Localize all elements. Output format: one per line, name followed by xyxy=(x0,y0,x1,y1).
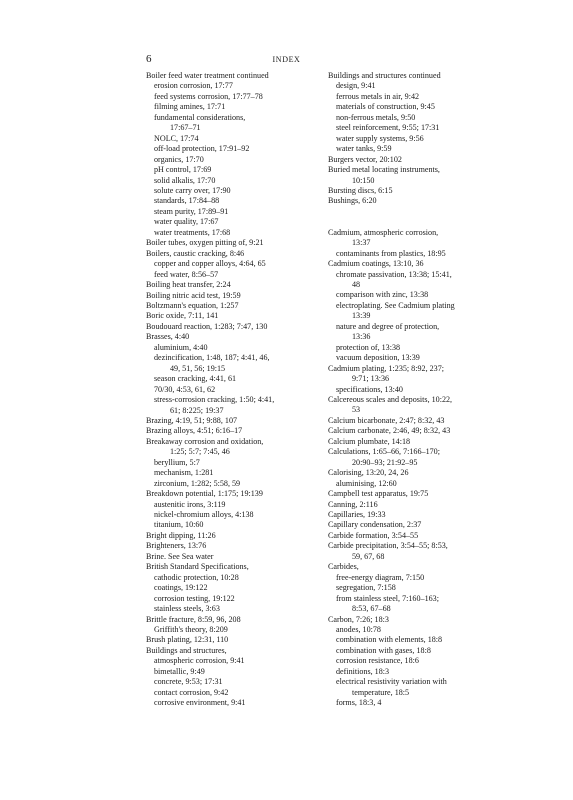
index-heading: Calorising, 13:20, 24, 26 xyxy=(328,468,409,478)
index-heading: Calcium bicarbonate, 2:47; 8:32, 43 xyxy=(328,415,445,425)
index-subentry: materials of construction, 9:45 xyxy=(336,102,435,112)
index-subentry: 10:150 xyxy=(352,175,375,185)
running-head: INDEX xyxy=(272,55,301,64)
index-subentry: steam purity, 17:89–91 xyxy=(154,206,229,216)
index-heading: Boric oxide, 7:11, 141 xyxy=(146,311,219,321)
index-subentry: definitions, 18:3 xyxy=(336,666,390,676)
index-subentry: vacuum deposition, 13:39 xyxy=(336,353,420,363)
index-subentry: 8:53, 67–68 xyxy=(352,604,391,614)
index-heading: Bushings, 6:20 xyxy=(328,196,377,206)
index-subentry: standards, 17:84–88 xyxy=(154,196,220,206)
index-heading: Canning, 2:116 xyxy=(328,499,378,509)
page-number: 6 xyxy=(146,53,152,65)
index-subentry: cathodic protection, 10:28 xyxy=(154,572,239,582)
index-subentry: water quality, 17:67 xyxy=(154,217,219,227)
index-heading: Carbon, 7:26; 18:3 xyxy=(328,614,389,624)
index-subentry: water tanks, 9:59 xyxy=(336,144,392,154)
index-heading: Buried metal locating instruments, xyxy=(328,165,440,175)
index-heading: Boilers, caustic cracking, 8:46 xyxy=(146,248,245,258)
index-subentry: temperature, 18:5 xyxy=(352,687,410,697)
index-subentry: protection of, 13:38 xyxy=(336,342,401,352)
index-heading: Cadmium, atmospheric corrosion, xyxy=(328,227,439,237)
index-subentry: mechanism, 1:281 xyxy=(154,468,214,478)
index-heading: Bright dipping, 11:26 xyxy=(146,530,216,540)
index-heading: Calcium carbonate, 2:46, 49; 8:32, 43 xyxy=(328,426,451,436)
index-subentry: anodes, 10:78 xyxy=(336,624,381,634)
index-heading: Calcereous scales and deposits, 10:22, xyxy=(328,395,453,405)
index-subentry: free-energy diagram, 7:150 xyxy=(336,572,425,582)
index-subentry: combination with gases, 18:8 xyxy=(336,645,431,655)
index-heading: Bursting discs, 6:15 xyxy=(328,185,393,195)
index-subentry: feed water, 8:56–57 xyxy=(154,269,219,279)
index-subentry: dezincification, 1:48, 187; 4:41, 46, xyxy=(154,353,270,363)
letter-gap xyxy=(328,217,503,227)
index-subentry: contaminants from plastics, 18:95 xyxy=(336,248,446,258)
index-heading: Calculations, 1:65–66, 7:166–170; xyxy=(328,447,440,457)
index-subentry: filming amines, 17:71 xyxy=(154,102,226,112)
index-heading: Calcium plumbate, 14:18 xyxy=(328,436,411,446)
index-heading: Brush plating, 12:31, 110 xyxy=(146,635,229,645)
index-heading: Brazing alloys, 4:51; 6:16–17 xyxy=(146,426,243,436)
index-heading: Boudouard reaction, 1:283; 7:47, 130 xyxy=(146,321,268,331)
index-subentry: design, 9:41 xyxy=(336,81,376,91)
index-subentry: aluminium, 4:40 xyxy=(154,342,208,352)
index-heading: Cadmium coatings, 13:10, 36 xyxy=(328,259,424,269)
index-subentry: 17:67–71 xyxy=(170,123,201,133)
index-column-right xyxy=(328,71,503,709)
index-heading: Burgers vector, 20:102 xyxy=(328,154,402,164)
index-subentry: pH control, 17:69 xyxy=(154,165,212,175)
index-subentry: combination with elements, 18:8 xyxy=(336,635,443,645)
letter-gap xyxy=(328,207,503,217)
index-subentry: 48 xyxy=(352,280,361,290)
index-subentry: titanium, 10:60 xyxy=(154,520,204,530)
index-heading: Campbell test apparatus, 19:75 xyxy=(328,489,429,499)
index-heading: Boltzmann's equation, 1:257 xyxy=(146,300,239,310)
index-subentry: solid alkalis, 17:70 xyxy=(154,175,216,185)
index-heading: Breakdown potential, 1:175; 19:139 xyxy=(146,489,263,499)
index-subentry: atmospheric corrosion, 9:41 xyxy=(154,656,245,666)
index-subentry: ferrous metals in air, 9:42 xyxy=(336,91,420,101)
index-subentry: steel reinforcement, 9:55; 17:31 xyxy=(336,123,440,133)
index-heading: Brighteners, 13:76 xyxy=(146,541,207,551)
index-subentry: stainless steels, 3:63 xyxy=(154,604,220,614)
index-subentry: nature and degree of protection, xyxy=(336,321,440,331)
index-subentry: erosion corrosion, 17:77 xyxy=(154,81,233,91)
index-subentry: segregation, 7:158 xyxy=(336,583,396,593)
index-subentry: stress-corrosion cracking, 1:50; 4:41, xyxy=(154,395,275,405)
index-subentry: feed systems corrosion, 17:77–78 xyxy=(154,91,263,101)
index-heading: Brittle fracture, 8:59, 96, 208 xyxy=(146,614,241,624)
index-subentry: corrosion resistance, 18:6 xyxy=(336,656,419,666)
index-subentry: comparison with zinc, 13:38 xyxy=(336,290,429,300)
index-subentry: organics, 17:70 xyxy=(154,154,204,164)
index-column-left xyxy=(146,71,316,709)
index-subentry: chromate passivation, 13:38; 15:41, xyxy=(336,269,452,279)
index-subentry: solute carry over, 17:90 xyxy=(154,185,231,195)
index-subentry: concrete, 9:53; 17:31 xyxy=(154,677,223,687)
index-subentry: 53 xyxy=(352,405,361,415)
index-subentry: NOLC, 17:74 xyxy=(154,133,199,143)
index-heading: Breakaway corrosion and oxidation, xyxy=(146,436,264,446)
index-subentry: electroplating. See Cadmium plating xyxy=(336,300,455,310)
index-subentry: corrosion testing, 19:122 xyxy=(154,593,235,603)
index-subentry: coatings, 19:122 xyxy=(154,583,208,593)
index-heading: Buildings and structures, xyxy=(146,645,227,655)
index-heading: Carbide formation, 3:54–55 xyxy=(328,530,419,540)
index-subentry: electrical resistivity variation with xyxy=(336,677,447,687)
index-subentry: 70/30, 4:53, 61, 62 xyxy=(154,384,216,394)
index-heading: Boiler tubes, oxygen pitting of, 9:21 xyxy=(146,238,264,248)
index-heading: Brasses, 4:40 xyxy=(146,332,190,342)
index-subentry: nickel-chromium alloys, 4:138 xyxy=(154,510,254,520)
index-heading: Buildings and structures continued xyxy=(328,71,441,80)
index-subentry: 13:36 xyxy=(352,332,371,342)
index-subentry: non-ferrous metals, 9:50 xyxy=(336,112,416,122)
index-subentry: austenitic irons, 3:119 xyxy=(154,499,226,509)
index-subentry: 1:25; 5:7; 7:45, 46 xyxy=(170,447,230,457)
index-heading: Brazing, 4:19, 51; 9:88, 107 xyxy=(146,415,238,425)
index-subentry: corrosive environment, 9:41 xyxy=(154,698,246,708)
index-heading: Brine. See Sea water xyxy=(146,551,214,561)
index-subentry: specifications, 13:40 xyxy=(336,384,403,394)
index-subentry: zirconium, 1:282; 5:58, 59 xyxy=(154,478,241,488)
index-heading: Capillaries, 19:33 xyxy=(328,510,386,519)
index-subentry: 9:71; 13:36 xyxy=(352,374,390,384)
index-heading: Carbide precipitation, 3:54–55; 8:53, xyxy=(328,541,448,551)
index-subentry: 20:90–93; 21:92–95 xyxy=(352,457,418,467)
index-subentry: water supply systems, 9:56 xyxy=(336,133,424,143)
index-subentry: water treatments, 17:68 xyxy=(154,227,231,237)
index-subentry: off-load protection, 17:91–92 xyxy=(154,144,250,154)
index-subentry: from stainless steel, 7:160–163; xyxy=(336,593,439,603)
index-subentry: Griffith's theory, 8:209 xyxy=(154,625,228,635)
index-subentry: contact corrosion, 9:42 xyxy=(154,687,229,697)
index-subentry: bimetallic, 9:49 xyxy=(154,666,205,676)
index-subentry: beryllium, 5:7 xyxy=(154,457,200,467)
index-subentry: copper and copper alloys, 4:64, 65 xyxy=(154,259,266,269)
index-subentry: 59, 67, 68 xyxy=(352,551,385,561)
index-subentry: 61; 8:225; 19:37 xyxy=(170,405,224,415)
index-subentry: forms, 18:3, 4 xyxy=(336,698,382,708)
index-heading: Boiling nitric acid test, 19:59 xyxy=(146,290,241,300)
index-subentry: 13:37 xyxy=(352,238,371,248)
index-heading: Cadmium plating, 1:235; 8:92, 237; xyxy=(328,363,445,373)
index-subentry: 49, 51, 56; 19:15 xyxy=(170,363,226,373)
index-heading: Boiling heat transfer, 2:24 xyxy=(146,280,231,290)
index-heading: British Standard Specifications, xyxy=(146,562,249,572)
index-subentry: aluminising, 12:60 xyxy=(336,478,397,488)
index-subentry: fundamental considerations, xyxy=(154,112,246,122)
index-subentry: season cracking, 4:41, 61 xyxy=(154,374,237,384)
index-subentry: 13:39 xyxy=(352,311,371,321)
index-heading: Capillary condensation, 2:37 xyxy=(328,520,422,530)
index-heading: Boiler feed water treatment continued xyxy=(146,71,269,80)
index-heading: Carbides, xyxy=(328,562,359,572)
